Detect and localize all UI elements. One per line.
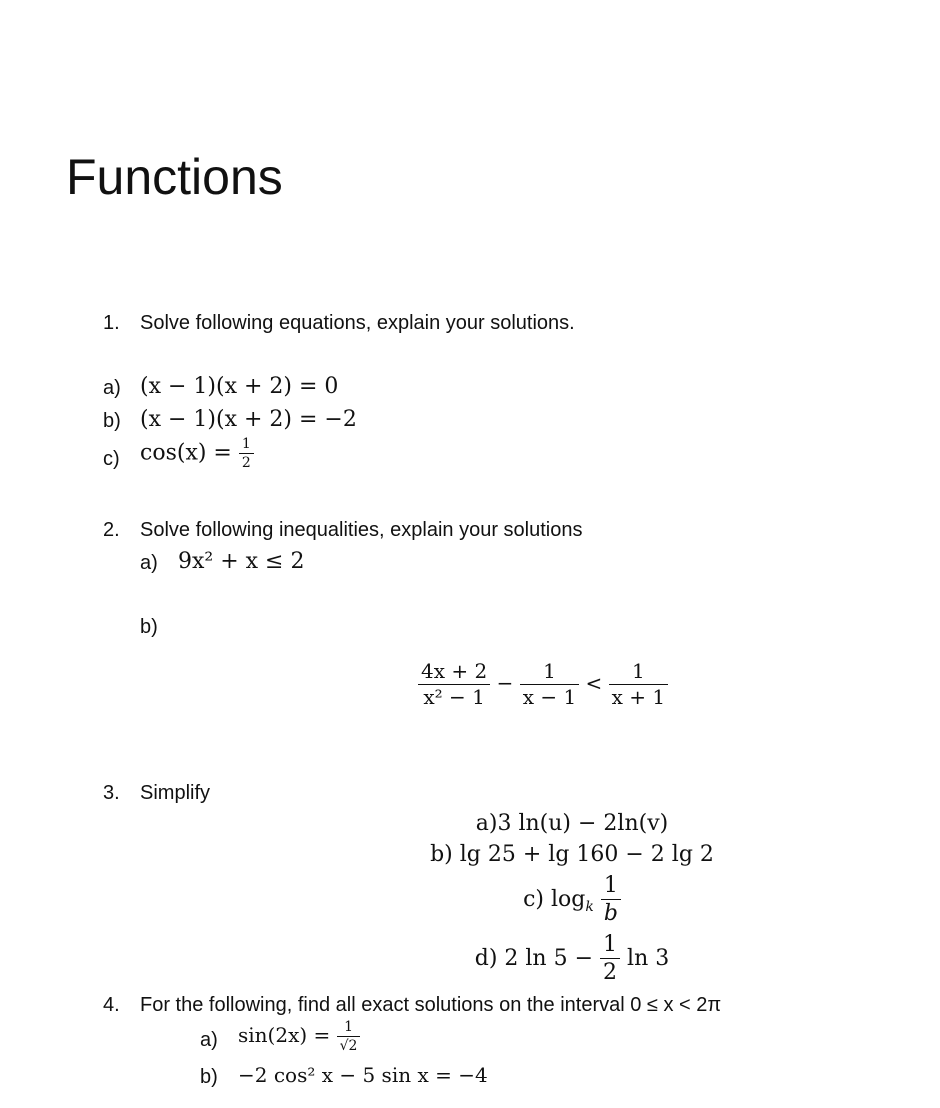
q3d-den: 2 xyxy=(603,960,618,986)
q3c-subscript: k xyxy=(585,899,594,916)
q3d-right: ln 3 xyxy=(627,945,670,971)
q3b-expression: b) lg 25 + lg 160 − 2 lg 2 xyxy=(430,842,714,867)
q2b-fraction-2 xyxy=(520,660,579,709)
q2b-frac2-den: x − 1 xyxy=(522,685,577,709)
q4b-label: b) xyxy=(200,1066,218,1088)
q4a-left: sin(2x) = xyxy=(238,1023,331,1048)
q1a-label: a) xyxy=(103,377,121,399)
q3c-den: b xyxy=(603,901,618,927)
q2b-frac2-num: 1 xyxy=(520,660,579,685)
q2-text: Solve following inequalities, explain your solutions xyxy=(140,519,583,541)
q3c-num: 1 xyxy=(601,873,621,900)
q3d-num: 1 xyxy=(600,932,620,959)
q3d-expression xyxy=(372,932,772,986)
q1b-equation: (x − 1)(x + 2) = −2 xyxy=(140,407,357,432)
q4-number: 4. xyxy=(103,994,120,1016)
q2b-frac3-den: x + 1 xyxy=(611,685,666,709)
q3c-expression xyxy=(372,873,772,927)
q3c-fraction xyxy=(601,873,621,927)
q2a-inequality: 9x² + x ≤ 2 xyxy=(178,549,305,574)
q3d-left: d) 2 ln 5 − xyxy=(474,945,594,971)
q2b-label: b) xyxy=(140,616,158,638)
q2b-minus: − xyxy=(496,671,514,695)
q3a-expression: a)3 ln(u) − 2ln(v) xyxy=(475,811,669,836)
q4a-equation xyxy=(238,1019,360,1054)
q4a-num: 1 xyxy=(337,1019,361,1037)
q4-text: For the following, find all exact solutions on the interval 0 ≤ x < 2π xyxy=(140,994,722,1016)
q4b-equation: −2 cos² x − 5 sin x = −4 xyxy=(238,1063,488,1087)
q2b-frac1-den: x² − 1 xyxy=(423,685,485,709)
q2-number: 2. xyxy=(103,519,120,541)
q1c-left: cos(x) = xyxy=(140,440,232,466)
q2b-fraction-3 xyxy=(609,660,668,709)
q2b-inequality xyxy=(418,660,668,709)
q1c-fraction xyxy=(239,436,254,471)
q2b-frac3-num: 1 xyxy=(609,660,668,685)
q3d-fraction xyxy=(600,932,620,986)
q1c-numerator: 1 xyxy=(239,436,254,454)
q4a-den: √2 xyxy=(339,1038,358,1055)
q1c-label: c) xyxy=(103,448,120,470)
q2b-less-than: < xyxy=(585,671,603,695)
q2a-label: a) xyxy=(140,552,158,574)
q3-number: 3. xyxy=(103,782,120,804)
q1c-equation xyxy=(140,436,254,471)
q4a-label: a) xyxy=(200,1029,218,1051)
q4a-fraction xyxy=(337,1019,361,1054)
q1b-label: b) xyxy=(103,410,121,432)
q2b-frac1-num: 4x + 2 xyxy=(418,660,490,685)
q1c-denominator: 2 xyxy=(241,455,251,472)
page-title: Functions xyxy=(66,149,283,205)
q3c-left: c) log xyxy=(523,886,586,912)
q3-text: Simplify xyxy=(140,782,211,804)
q2b-fraction-1 xyxy=(418,660,490,709)
q1-text: Solve following equations, explain your solutions. xyxy=(140,312,575,334)
q1a-equation: (x − 1)(x + 2) = 0 xyxy=(140,374,339,399)
q1-number: 1. xyxy=(103,312,120,334)
